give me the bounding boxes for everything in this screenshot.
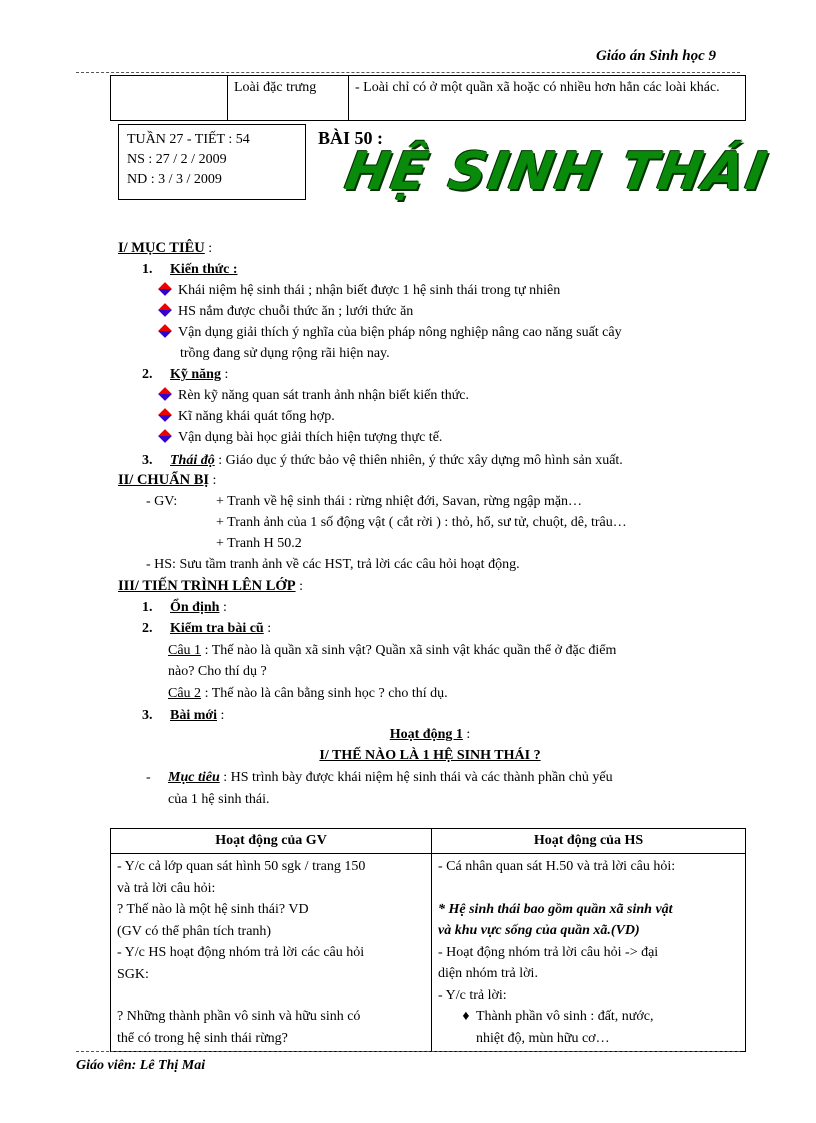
knowledge-item-2: HS nắm được chuỗi thức ăn ; lưới thức ăn (158, 301, 413, 322)
header-divider (76, 72, 740, 73)
knowledge-item-1: Khái niệm hệ sinh thái ; nhận biết được 1 hệ sinh thái trong tự nhiên (158, 280, 560, 301)
hs-activities (432, 854, 746, 1052)
hs-line: - Y/c trả lời: (438, 987, 507, 1003)
footer-teacher: Giáo viên: Lê Thị Mai (76, 1058, 206, 1073)
section-2-heading: II/ CHUẨN BỊ : (118, 472, 217, 488)
col-header-gv: Hoạt động của GV (111, 829, 432, 854)
hs-line: ♦ Thành phần vô sinh : đất, nước, (438, 1006, 739, 1028)
gv-item-2: + Tranh ảnh của 1 số động vật ( cắt rời ) : thỏ, hổ, sư tử, chuột, dê, trâu… (216, 515, 627, 530)
hs-prep: - HS: Sưu tầm tranh ảnh về các HST, trả lời các câu hỏi hoạt động. (146, 557, 520, 572)
gv-line (117, 985, 425, 1006)
skills-item-1: Rèn kỹ năng quan sát tranh ảnh nhận biết kiến thức. (158, 385, 469, 406)
arrow-bullet-icon (158, 303, 172, 317)
arrow-bullet-icon (158, 429, 172, 443)
hs-line: diện nhóm trả lời. (438, 966, 538, 981)
activity-table (110, 828, 746, 1052)
lesson-number: BÀI 50 : (318, 128, 384, 148)
activity-1-label: Hoạt động 1 : (389, 727, 471, 742)
gv-label: - GV: (146, 494, 178, 509)
gv-line: ? Những thành phần vô sinh và hữu sinh có (117, 1009, 361, 1024)
gv-line: - Y/c HS hoạt động nhóm trả lời các câu hỏi (117, 945, 365, 960)
footer-divider (76, 1051, 740, 1052)
arrow-bullet-icon (158, 282, 172, 296)
gv-item-3: + Tranh H 50.2 (216, 536, 302, 551)
hs-line: - Hoạt động nhóm trả lời câu hỏi -> đại (438, 944, 659, 960)
lesson-ns: NS : 27 / 2 / 2009 (127, 152, 227, 167)
gv-line: - Y/c cả lớp quan sát hình 50 sgk / trang 150 (117, 859, 366, 874)
top-table-cell-desc: - Loài chỉ có ở một quần xã hoặc có nhiều hơn hẳn các loài khác. (349, 76, 746, 121)
objective-line: - Mục tiêu : HS trình bày được khái niệm hệ sinh thái và các thành phần chủ yếu (146, 770, 613, 785)
step-2: 2. Kiểm tra bài cũ : (142, 621, 272, 636)
skills-heading: 2. Kỹ năng : (142, 367, 229, 382)
knowledge-heading: 1. Kiến thức : (142, 262, 238, 277)
gv-line: và trả lời câu hỏi: (117, 880, 216, 896)
hs-line: nhiệt độ, mùn hữu cơ… (476, 1030, 610, 1046)
gv-line: SGK: (117, 966, 149, 982)
lesson-title: HỆ SINH THÁI (340, 142, 773, 202)
knowledge-item-3-cont: trồng đang sử dụng rộng rãi hiện nay. (180, 346, 390, 361)
lesson-nd: ND : 3 / 3 / 2009 (127, 172, 222, 187)
step-1: 1. Ổn định : (142, 600, 227, 615)
hs-line: * Hệ sinh thái bao gồm quần xã sinh vật (438, 901, 673, 917)
lesson-info-box (118, 124, 306, 200)
col-header-hs: Hoạt động của HS (432, 829, 746, 854)
step-3: 3. Bài mới : (142, 708, 225, 723)
arrow-bullet-icon (158, 324, 172, 338)
top-table-cell-empty (111, 76, 228, 121)
section-1-heading: I/ MỤC TIÊU : (118, 240, 213, 256)
gv-item-1: + Tranh về hệ sinh thái : rừng nhiệt đới, Savan, rừng ngập mặn… (216, 494, 583, 509)
question-1-cont: nào? Cho thí dụ ? (168, 664, 267, 679)
activity-1-title: I/ THẾ NÀO LÀ 1 HỆ SINH THÁI ? (319, 748, 541, 763)
gv-line: (GV có thể phân tích tranh) (117, 923, 272, 939)
gv-line: ? Thế nào là một hệ sinh thái? VD (117, 902, 309, 917)
knowledge-item-3: Vận dụng giải thích ý nghĩa của biện pháp nông nghiệp nâng cao năng suất cây (158, 322, 622, 343)
attitude-line: 3. Thái độ : Giáo dục ý thức bảo vệ thiên nhiên, ý thức xây dựng mô hình sản xuất. (142, 453, 623, 468)
question-1: Câu 1 : Thế nào là quần xã sinh vật? Quần xã sinh vật khác quần thể ở đặc điểm (168, 643, 617, 658)
lesson-week: TUẦN 27 - TIẾT : 54 (127, 132, 250, 147)
gv-line: thể có trong hệ sinh thái rừng? (117, 1030, 288, 1046)
hs-line: và khu vực sống của quần xã.(VD) (438, 923, 640, 938)
header-title: Giáo án Sinh học 9 (595, 48, 716, 64)
top-table (110, 75, 746, 121)
arrow-bullet-icon (158, 408, 172, 422)
question-2: Câu 2 : Thế nào là cân bằng sinh học ? cho thí dụ. (168, 686, 448, 701)
section-3-heading: III/ TIẾN TRÌNH LÊN LỚP : (118, 578, 303, 594)
objective-line-cont: của 1 hệ sinh thái. (168, 792, 270, 807)
skills-item-2: Kĩ năng khái quát tổng hợp. (158, 406, 335, 427)
skills-item-3: Vận dụng bài học giải thích hiện tượng thực tế. (158, 427, 442, 448)
hs-line: - Cá nhân quan sát H.50 và trả lời câu hỏi: (438, 859, 676, 874)
top-table-cell-label: Loài đặc trưng (228, 76, 349, 121)
diamond-bullet-icon: ♦ (462, 1009, 470, 1024)
gv-activities (111, 854, 432, 1052)
arrow-bullet-icon (158, 387, 172, 401)
